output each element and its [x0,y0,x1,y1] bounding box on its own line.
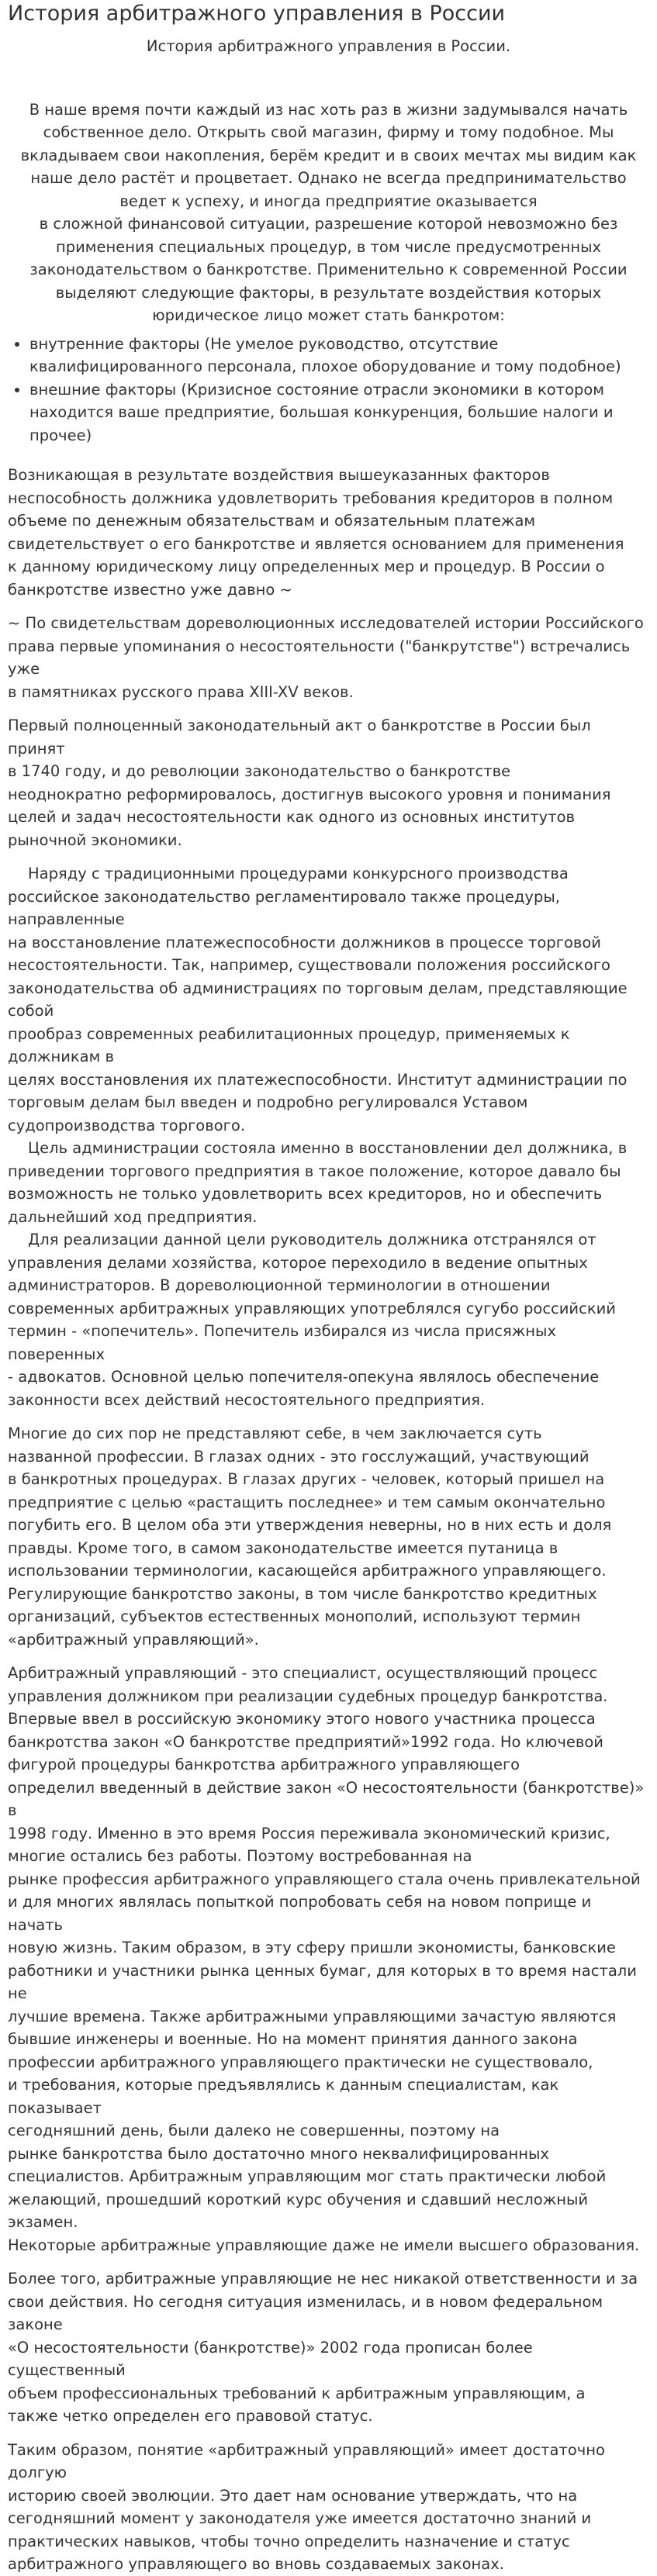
text-line: квалифицированного персонала, плохое оборудование и тому подобное) [29,357,621,375]
text-line: внешние факторы (Кризисное состояние отрасли экономики в котором [29,380,605,399]
paragraph-misconception [8,1422,649,1651]
text-line: судопроизводства торгового. [8,1116,246,1134]
paragraph-conclusion [8,2439,649,2576]
text-line: целей и задач несостоятельности как одного из основных институтов [8,808,576,826]
text-line: дальнейший ход предприятия. [8,1207,258,1226]
text-line: современных арбитражных управляющих употреблялся сугубо российский [8,1299,616,1317]
text-line: администраторов. В дореволюционной терминологии в отношении [8,1276,551,1294]
text-line: собственное дело. Открыть свой магазин, фирму и тому подобное. Мы [43,123,614,141]
factor-external [29,378,649,447]
text-line: целях восстановления их платежеспособности. Институт администрации по [8,1070,628,1089]
text-line: прочее) [29,426,92,444]
text-line: термин - «попечитель». Попечитель избирался из числа присяжных поверенных [8,1322,556,1363]
text-line: фигурой процедуры банкротства арбитражного управляющего [8,1756,520,1773]
text-line: организаций, субъектов естественных монополий, используют термин [8,1607,581,1625]
text-line: «О несостоятельности (банкротстве)» 2002 года прописан более существенный [8,2338,533,2379]
text-line: свои действия. Но сегодня ситуация изменилась, и в новом федеральном законе [8,2292,603,2333]
text-line: в 1740 году, и до революции законодательство о банкротстве [8,762,511,780]
text-line: лучшие времена. Также арбитражными управляющими зачастую являются [8,2007,617,2025]
text-line: «арбитражный управляющий». [8,1630,259,1649]
text-line: внутренние факторы (Не умелое руководство, отсутствие [29,334,499,353]
text-line: Наряду с традиционными процедурами конкурсного производства [28,865,569,882]
text-line: Цель администрации состояла именно в восстановлении дел должника, в [28,1139,628,1157]
text-line: Для реализации данной цели руководитель должника отстранялся от [28,1231,596,1248]
text-line: также четко определен его правовой статус. [8,2407,373,2425]
text-line: Возникающая в результате воздействия вышеуказанных факторов [8,466,550,484]
text-line: российское законодательство регламентировало также процедуры, [8,887,560,906]
text-line: направленные [8,910,125,928]
page-title: История арбитражного управления в России [8,2,506,26]
text-line: юридическое лицо может стать банкротом: [152,306,505,324]
text-line: уже [8,660,40,678]
text-line: рынке профессия арбитражного управляющего стала очень привлекательной [8,1870,641,1888]
text-line: управления делами хозяйства, которое переходило в ведение опытных [8,1253,588,1272]
text-line: Арбитражный управляющий - это специалист, осуществляющий процесс [8,1664,598,1682]
text-line: историю своей эволюции. Это дает нам основание утверждать, что на [8,2486,578,2505]
text-line: Многие до сих пор не представляют себе, в чем заключается суть [8,1424,542,1442]
text-line: объем профессиональных требований к арбитражным управляющим, а [8,2384,586,2402]
text-line: Таким образом, понятие «арбитражный управляющий» имеет достаточно долгую [8,2440,605,2481]
text-line: в сложной финансовой ситуации, разрешение которой невозможно без [39,215,618,233]
text-line: на восстановление платежеспособности должников в процессе торговой [8,933,601,951]
paragraph-responsibility [8,2267,649,2428]
text-line: наше дело растёт и процветает. Однако не всегда предпринимательство [30,169,627,187]
text-line: неспособность должника удовлетворить требования кредиторов в полном [8,489,614,507]
paragraph-origins [8,612,649,703]
text-line: прообраз современных реабилитационных процедур, применяемых к [8,1024,570,1043]
text-line: Регулирующие банкротство законы, в том числе банкротство кредитных [8,1584,597,1603]
paragraph-definition [8,1662,649,2257]
text-line: в памятниках русского права XIII-XV веков. [8,682,354,701]
text-line: работники и участники рынка ценных бумаг, для которых в то время настали не [8,1961,637,2002]
intro-paragraph [8,98,649,327]
paragraph-guardian [8,1228,649,1411]
text-line: предприятие с целью «растащить последнее» и тем самым окончательно [8,1493,606,1511]
text-line: рыночной экономики. [8,830,182,849]
text-line: правды. Кроме того, в самом законодательстве имеется путаница в [8,1538,558,1557]
paragraph-tradition [8,862,649,1137]
text-line: собой [8,1002,54,1020]
text-line: объеме по денежным обязательствам и обязательным платежам [8,512,536,530]
text-line: использовании терминологии, касающейся арбитражного управляющего. [8,1562,607,1580]
text-line: применения специальных процедур, в том числе предусмотренных [55,237,602,256]
text-line: бывшие инженеры и военные. Но на момент принятия данного закона [8,2030,578,2048]
text-line: Первый полноценный законодательный акт о банкротстве в России был принят [8,717,591,758]
text-line: Впервые ввел в российскую экономику этого нового участника процесса [8,1710,596,1728]
paragraph-admin-goal [8,1137,649,1228]
text-line: - адвокатов. Основной целью попечителя-опекуна являлось обеспечение [8,1368,600,1386]
text-line: погубить его. В целом оба эти утверждения неверны, но в них есть и доля [8,1516,612,1534]
text-line: управления должником при реализации судебных процедур банкротства. [8,1687,608,1705]
text-line: В наше время почти каждый из нас хоть раз в жизни задумывался начать [29,100,628,119]
factors-list [8,333,649,447]
text-line: арбитражного управляющего во вновь создаваемых законах. [8,2555,504,2573]
text-line: рынке банкротства было достаточно много неквалифицированных [8,2144,549,2163]
text-line: законности всех действий несостоятельного предприятия. [8,1390,486,1409]
text-line: 1998 году. Именно в это время Россия переживала экономический кризис, [8,1824,610,1842]
text-line: многие остались без работы. Поэтому востребованная на [8,1847,472,1865]
text-line: названной профессии. В глазах одних - это госслужащий, участвующий [8,1447,590,1466]
paragraph-first-act [8,714,649,851]
paragraph-consequence [8,464,649,601]
text-line: к данному юридическому лицу определенных мер и процедур. В России о [8,558,605,575]
text-line: Более того, арбитражные управляющие не нес никакой ответственности и за [8,2270,638,2288]
text-line: торговым делам был введен и подробно регулировался Уставом [8,1093,528,1111]
text-line: и требования, которые предъявлялись к данным специалистам, как показывает [8,2076,559,2117]
text-line: сегодняшний день, были далеко не совершенны, поэтому на [8,2122,500,2139]
text-line: практических навыков, чтобы точно определить назначение и статус [8,2532,570,2550]
text-line: желающий, прошедший короткий курс обучения и сдавший несложный экзамен. [8,2190,589,2231]
article-subtitle: История арбитражного управления в России. [146,37,511,55]
text-line: ~ По свидетельствам дореволюционных исследователей истории Российского [8,614,644,632]
text-line: и для многих являлась попыткой попробовать себя на новом поприще и начать [8,1893,592,1934]
text-line: определил введенный в действие закон «О несостоятельности (банкротстве)» в [8,1778,645,1819]
text-line: ведет к успеху, и иногда предприятие оказывается [119,192,538,210]
text-line: выделяют следующие факторы, в результате воздействия которых [55,283,602,302]
text-line: неоднократно реформировалось, достигнув высокого уровня и понимания [8,785,611,803]
text-line: новую жизнь. Таким образом, в эту сферу пришли экономисты, банковские [8,1939,616,1956]
text-line: приведении торгового предприятия в такое положение, которое давало бы [8,1162,621,1180]
text-line: возможность не только удовлетворить всех кредиторов, но и обеспечить [8,1185,603,1203]
factor-internal [29,333,649,378]
text-line: несостоятельности. Так, например, существовали положения российского [8,956,610,974]
text-line: Некоторые арбитражные управляющие даже не имели высшего образования. [8,2236,640,2254]
text-line: в банкротных процедурах. В глазах других - человек, который пришел на [8,1470,605,1488]
text-line: находится ваше предприятие, большая конкуренция, большие налоги и [29,403,614,421]
text-line: профессии арбитражного управляющего практически не существовало, [8,2053,593,2071]
text-line: законодательством о банкротстве. Применительно к современной России [29,261,628,278]
text-line: свидетельствует о его банкротстве и является основанием для применения [8,534,624,553]
text-line: законодательства об администрациях по торговым делам, представляющие [8,979,628,997]
text-line: права первые упоминания о несостоятельности ("банкрутстве") встречались [8,637,631,655]
text-line: специалистов. Арбитражным управляющим мог стать практически любой [8,2167,607,2185]
text-line: должникам в [8,1048,114,1065]
text-line: банкротстве известно уже давно ~ [8,580,292,599]
text-line: сегодняшний момент у законодателя уже имеется достаточно знаний и [8,2509,592,2527]
text-line: банкротства закон «О банкротстве предприятий»1992 года. Но ключевой [8,1732,603,1751]
text-line: вкладываем свои накопления, берём кредит и в своих мечтах мы видим как [20,146,637,164]
